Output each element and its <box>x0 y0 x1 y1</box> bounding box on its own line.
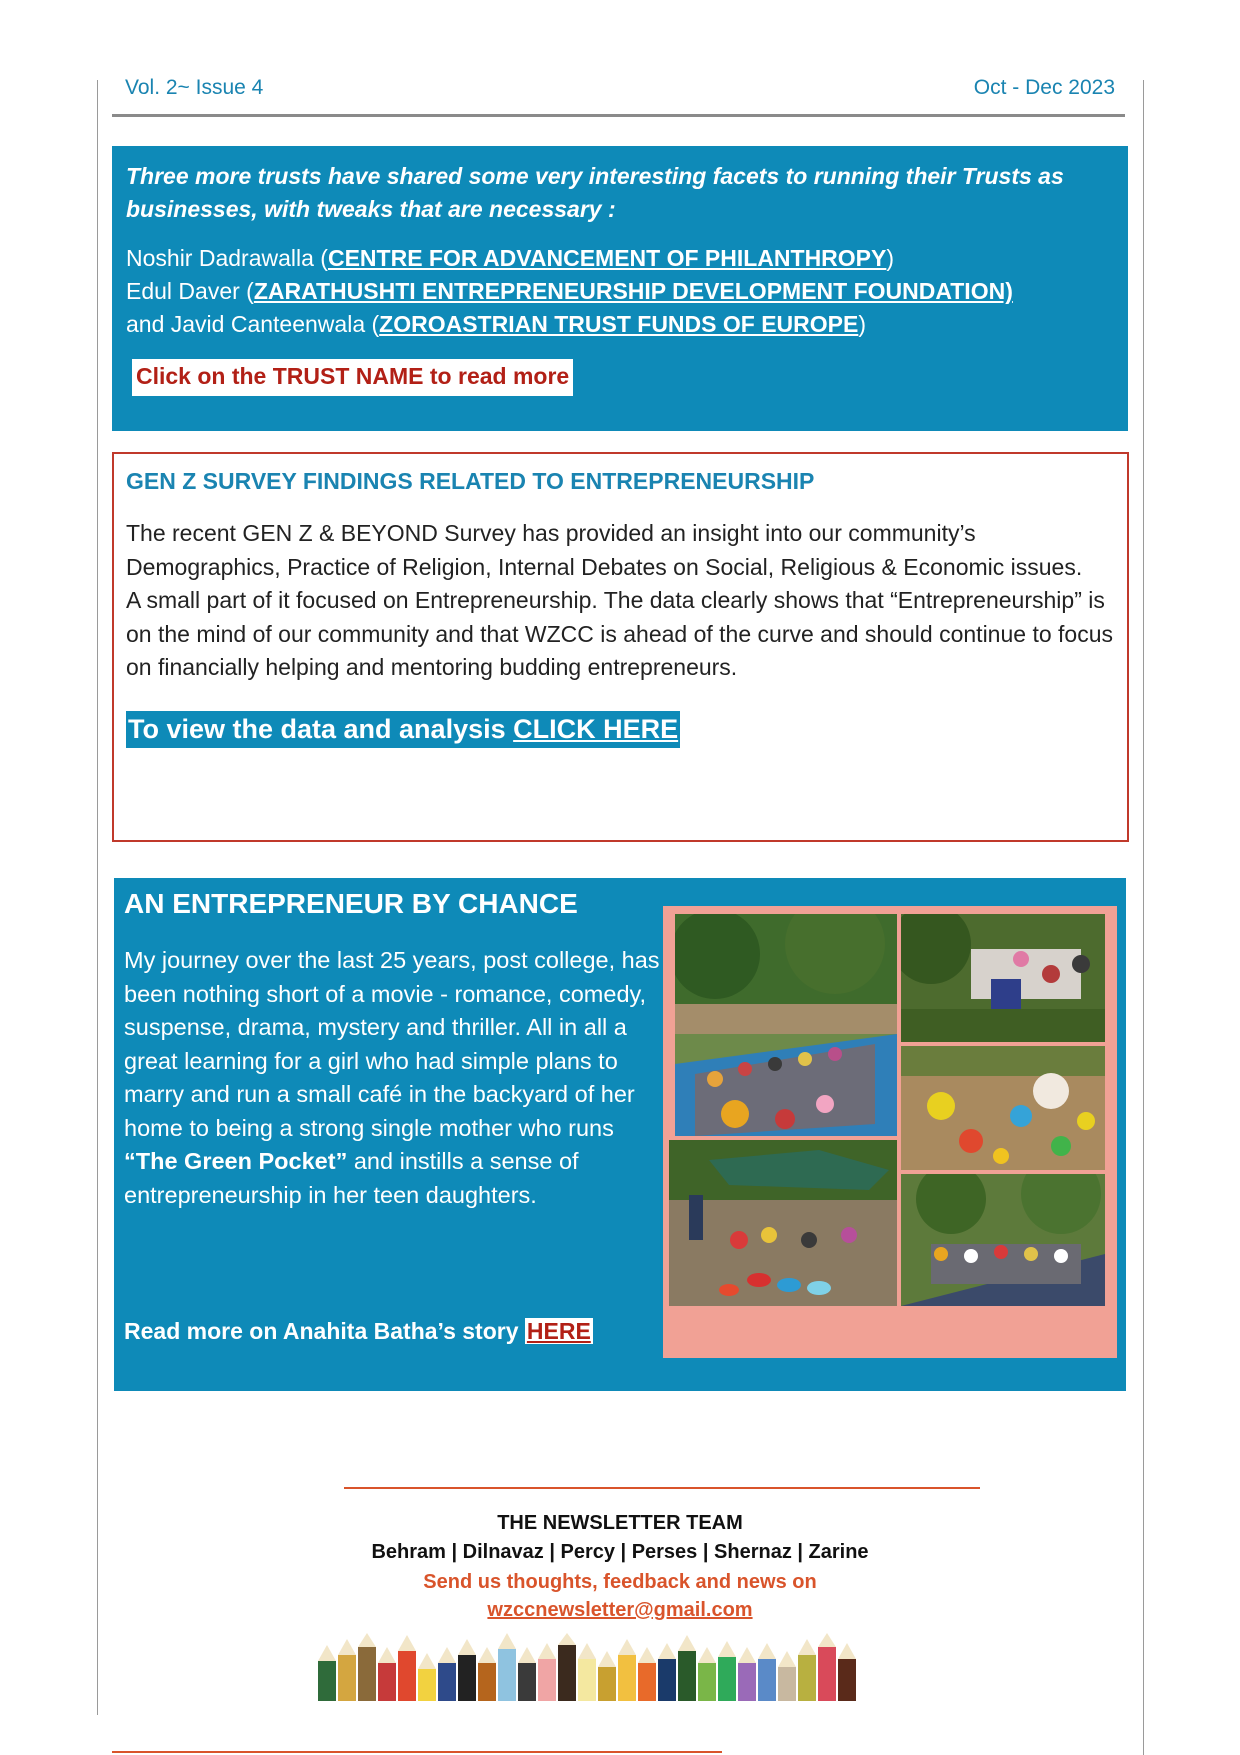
bottom-rule <box>112 1751 722 1753</box>
email-line <box>300 1599 940 1622</box>
trusts-box <box>112 146 1128 431</box>
right-margin-line <box>1143 80 1144 1755</box>
trust-entry: and Javid Canteenwala (ZOROASTRIAN TRUST FUNDS OF EUROPE) <box>126 311 867 337</box>
photo-event-gathering <box>901 914 1105 1042</box>
business-name: “The Green Pocket” <box>124 1148 348 1174</box>
story-readmore: Read more on Anahita Batha’s story HERE <box>124 1318 591 1344</box>
page-header <box>125 76 1115 106</box>
story-box <box>114 878 1126 1391</box>
survey-cta: To view the data and analysis CLICK HERE <box>126 711 680 748</box>
left-margin-line <box>97 80 98 1715</box>
issue-label: Vol. 2~ Issue 4 <box>125 76 264 99</box>
story-text: My journey over the last 25 years, post college, has been nothing short of a movie - romance, comedy, suspense, drama, mystery and thriller. All in all a great learning for a girl who had simple plans to marry and run a small café in the backyard of her home to being a strong single mother who runs “The Green Pocket” and instills a sense of entrepreneurship in her teen daughters. <box>124 947 660 1208</box>
survey-paragraph: A small part of it focused on Entrepreneurship. The data clearly shows that “Entrepreneurship” is on the mind of our community and that WZCC is ahead of the curve and should continue to focus on financially helping and mentoring budding entrepreneurs. <box>126 587 1113 680</box>
feedback-text: Send us thoughts, feedback and news on <box>423 1571 817 1593</box>
header-rule <box>112 114 1125 117</box>
trusts-intro: Three more trusts have shared some very interesting facets to running their Trusts as businesses, with tweaks that are necessary : <box>126 163 1064 222</box>
survey-paragraph: The recent GEN Z & BEYOND Survey has provided an insight into our community’s Demographics, Practice of Religion, Internal Debates on Social, Religious & Economic issues. <box>126 520 1083 580</box>
photo-sandpit <box>901 1046 1105 1170</box>
trust-link-cap[interactable]: CENTRE FOR ADVANCEMENT OF PHILANTHROPY <box>327 245 887 271</box>
survey-click-here-link[interactable]: CLICK HERE <box>513 713 679 744</box>
trust-entry: Edul Daver (ZARATHUSHTI ENTREPRENEURSHIP DEVELOPMENT FOUNDATION) <box>126 278 1013 304</box>
photo-children-eating <box>675 914 897 1136</box>
trust-link-zedf[interactable]: ZARATHUSHTI ENTREPRENEURSHIP DEVELOPMENT FOUNDATION) <box>253 278 1013 304</box>
photo-playground <box>669 1140 897 1306</box>
trusts-list <box>126 242 1114 341</box>
email-link[interactable]: wzccnewsletter@gmail.com <box>487 1599 753 1621</box>
trusts-cta: Click on the TRUST NAME to read more <box>132 359 573 396</box>
survey-body <box>126 517 1115 685</box>
newsletter-team-title: THE NEWSLETTER TEAM <box>497 1512 743 1534</box>
survey-box <box>112 452 1129 842</box>
photo-collage <box>663 906 1117 1358</box>
issue-date: Oct - Dec 2023 <box>973 76 1115 99</box>
pencils-decoration <box>318 1633 924 1705</box>
trust-link-ztfe[interactable]: ZOROASTRIAN TRUST FUNDS OF EUROPE <box>379 311 859 337</box>
photo-children-mat <box>901 1174 1105 1306</box>
survey-title: GEN Z SURVEY FINDINGS RELATED TO ENTREPRENEURSHIP <box>126 468 815 494</box>
trust-entry: Noshir Dadrawalla (CENTRE FOR ADVANCEMENT OF PHILANTHROPY) <box>126 245 895 271</box>
story-title: AN ENTREPRENEUR BY CHANCE <box>124 888 578 919</box>
story-here-link[interactable]: HERE <box>526 1318 591 1344</box>
newsletter-team-members: Behram | Dilnavaz | Percy | Perses | Shernaz | Zarine <box>371 1541 869 1563</box>
footer-rule <box>344 1487 980 1489</box>
pencil-row <box>318 1633 856 1701</box>
